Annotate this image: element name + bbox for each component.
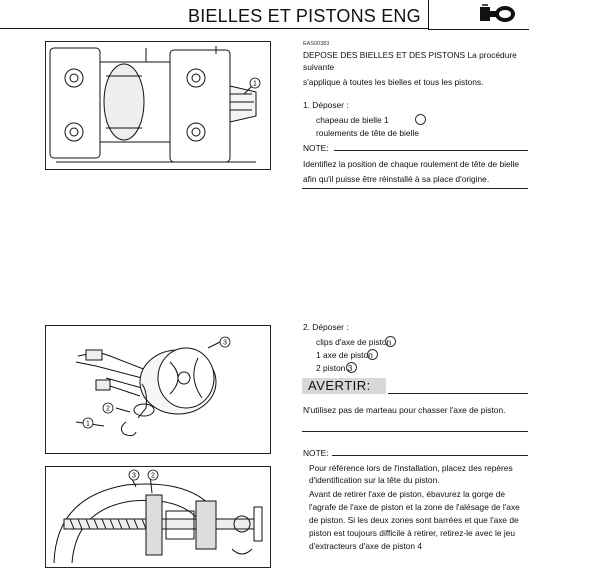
callout-marker bbox=[346, 362, 357, 373]
crankshaft-figure bbox=[45, 41, 271, 170]
step2-item-2: 1 axe de piston bbox=[316, 349, 378, 361]
step1-item-1: chapeau de bielle 1 bbox=[316, 114, 426, 126]
note2-line6: piston est toujours difficile à retirer, retirez-le avec le jeu bbox=[309, 528, 516, 538]
step1-label: 1. Déposer : bbox=[303, 100, 349, 110]
note1-rule bbox=[334, 150, 528, 151]
callout-1: 1 bbox=[86, 420, 90, 428]
note2-line5: de piston. Si les deux zones sont barrées et que l'axe de bbox=[309, 515, 519, 525]
callout-3: 3 bbox=[223, 339, 227, 347]
note2-line7: d'extracteurs d'axe de piston 4 bbox=[309, 541, 423, 551]
piston-pin-puller-figure bbox=[45, 466, 271, 568]
note1-line1: Identifiez la position de chaque roulement de tête de bielle bbox=[303, 159, 520, 169]
callout-2: 2 bbox=[151, 472, 155, 480]
section1-heading-line3: s'applique à toutes les bielles et tous les pistons. bbox=[303, 77, 484, 87]
engine-tool-icon bbox=[478, 3, 518, 25]
step2-label: 2. Déposer : bbox=[303, 322, 349, 332]
warning-label: AVERTIR: bbox=[302, 378, 386, 394]
section1-heading-line1: DEPOSE DES BIELLES ET DES PISTONS La procédure bbox=[303, 50, 517, 60]
note2-line4: l'agrafe de l'axe de piston et la zone de l'alésage de l'axe bbox=[309, 502, 520, 512]
callout-3: 3 bbox=[132, 472, 136, 480]
header-rule bbox=[0, 28, 428, 29]
section1-heading-line2: suivante bbox=[303, 62, 335, 72]
note2-line1: Pour référence lors de l'installation, placez des repères bbox=[309, 463, 513, 473]
page-title: BIELLES ET PISTONS ENG bbox=[188, 6, 421, 26]
callout-marker bbox=[367, 349, 378, 360]
step1-item-2: roulements de tête de bielle bbox=[316, 128, 419, 138]
note2-line3: Avant de retirer l'axe de piston, ébavurez la gorge de bbox=[309, 489, 506, 499]
callout-1: 1 bbox=[253, 80, 257, 88]
note1-bottom-rule bbox=[302, 188, 528, 189]
step2-item-1: clips d'axe de piston bbox=[316, 336, 396, 348]
callout-marker bbox=[385, 336, 396, 347]
callout-2: 2 bbox=[106, 405, 110, 413]
note2-rule bbox=[332, 455, 528, 456]
callout-marker bbox=[415, 114, 426, 125]
warning-rule bbox=[388, 393, 528, 394]
note1-label: NOTE: bbox=[303, 143, 329, 153]
section-code: EAS00383 bbox=[303, 41, 330, 47]
note2-label: NOTE: bbox=[303, 448, 329, 458]
warning-bottom-rule bbox=[302, 431, 528, 432]
piston-figure bbox=[45, 325, 271, 454]
step2-item-3: 2 piston 3 bbox=[316, 362, 357, 374]
warning-text: N'utilisez pas de marteau pour chasser l'axe de piston. bbox=[303, 405, 506, 415]
note1-line2: afin qu'il puisse être réinstallé à sa place d'origine. bbox=[303, 174, 490, 184]
note2-line2: d'identification sur la tête du piston. bbox=[309, 475, 440, 485]
